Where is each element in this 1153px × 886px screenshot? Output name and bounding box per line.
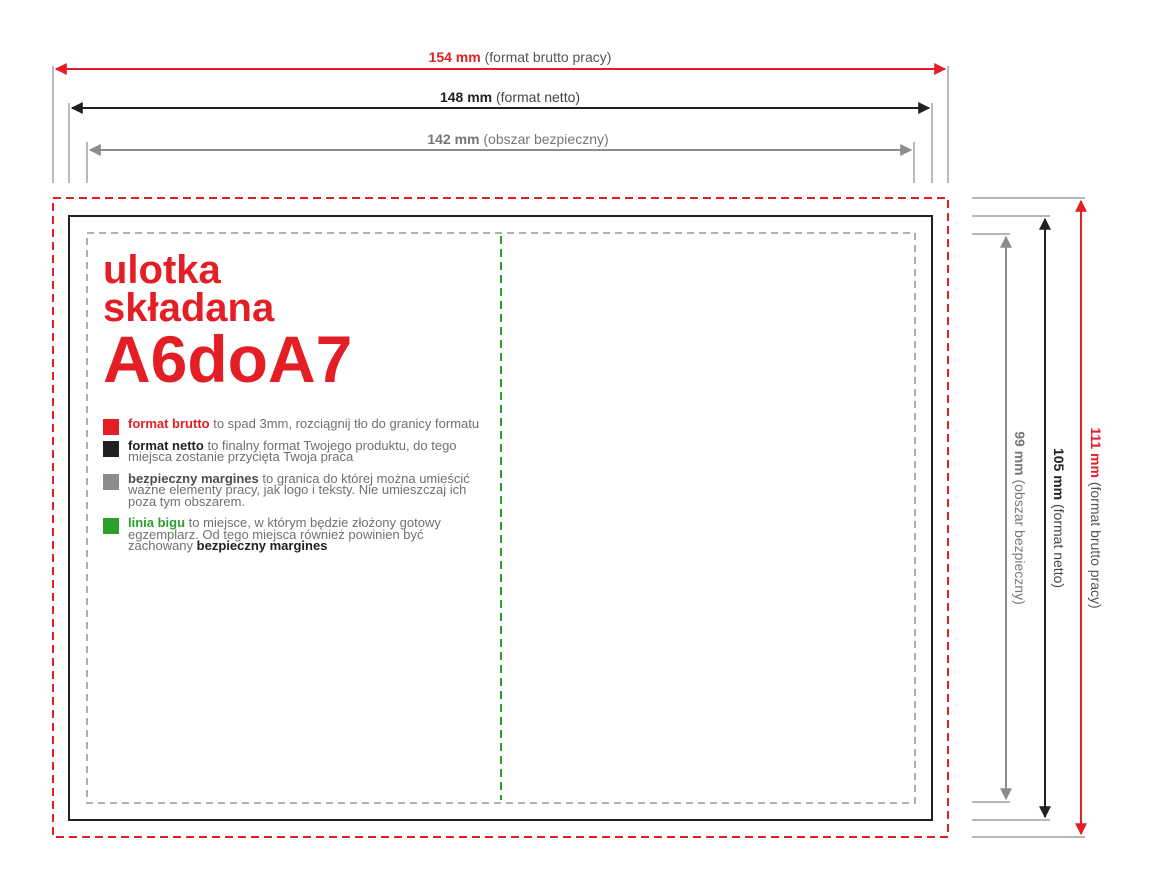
- legend: [103, 418, 483, 562]
- legend-item-bleed: [103, 418, 483, 430]
- legend-emphasis: bezpieczny margines: [196, 538, 328, 553]
- flyer-title: [103, 248, 353, 396]
- height-safe-label: 99 mm (obszar bezpieczny): [1012, 431, 1028, 605]
- height-bleed-label: 111 mm (format brutto pracy): [1088, 427, 1104, 609]
- legend-text: to granica do której można umieścić ważne elementy pracy, jak logo i teksty. Nie umieszczaj ich poza tym obszarem.: [128, 470, 470, 509]
- legend-key: linia bigu: [128, 515, 186, 530]
- legend-item-trim: [103, 437, 483, 464]
- title-line-1: ulotka: [103, 248, 221, 292]
- legend-item-fold: [103, 517, 483, 552]
- width-safe-label: 142 mm (obszar bezpieczny): [427, 131, 609, 147]
- title-line-2: składana: [103, 286, 275, 330]
- width-trim-label: 148 mm (format netto): [439, 89, 581, 105]
- legend-key: format netto: [128, 437, 204, 453]
- black-swatch-icon: [103, 441, 119, 457]
- legend-text: to miejsce, w którym będzie złożony gotowy egzemplarz. Od tego miejsca również powinien być zachowany: [128, 515, 441, 553]
- title-line-3: A6doA7: [103, 322, 353, 396]
- legend-item-safe-margin: [103, 470, 483, 509]
- height-trim-label: 105 mm (format netto): [1051, 447, 1067, 589]
- red-swatch-icon: [103, 419, 119, 435]
- legend-key: format brutto: [128, 416, 210, 431]
- legend-text: to finalny format Twojego produktu, do tego miejsca zostanie przycięta Twoja praca: [128, 437, 457, 464]
- top-extension-lines: [53, 66, 948, 183]
- width-bleed-label: 154 mm (format brutto pracy): [428, 49, 612, 65]
- grey-swatch-icon: [103, 474, 119, 490]
- legend-text: to spad 3mm, rozciągnij tło do granicy formatu: [209, 416, 480, 431]
- green-swatch-icon: [103, 518, 119, 534]
- legend-key: bezpieczny margines: [128, 470, 259, 486]
